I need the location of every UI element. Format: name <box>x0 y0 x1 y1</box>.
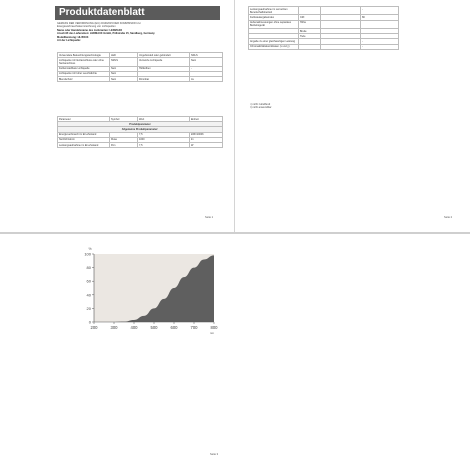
table-cell: Verwendete Beleuchtungstechnologie <box>58 53 110 58</box>
table-cell: Höhe <box>299 20 321 28</box>
table-cell: NMLS <box>110 58 138 66</box>
x-tick-label: 700 <box>190 325 198 330</box>
continued-parameter-table <box>248 6 399 50</box>
table-cell: Außenabmessungen ohne separates Betriebsgerät <box>249 20 299 28</box>
table-cell: Nein <box>190 58 223 66</box>
table-cell: - <box>361 39 399 44</box>
table-cell: kWh/1000h <box>190 132 223 137</box>
header-cell: Wert <box>138 117 190 122</box>
table-cell: Leistungsaufnahme im Ein-Zustand <box>58 143 110 148</box>
y-tick-label: 80 <box>86 265 91 271</box>
table-cell: - <box>361 44 399 49</box>
x-axis-label: nm <box>209 331 215 335</box>
y-axis-label: % <box>88 247 92 251</box>
page-number: Seite 2 <box>444 216 453 219</box>
table-cell: 1000 <box>138 137 190 142</box>
table-cell <box>321 44 361 49</box>
table-row <box>249 20 399 28</box>
table-cell: 7,5 <box>138 143 190 148</box>
y-tick-label: 60 <box>86 278 91 284</box>
table-cell <box>299 44 321 49</box>
type-label: Art der Lichtquelle: <box>57 39 81 43</box>
table-row <box>58 143 223 148</box>
table-cell: Angabe zu einer gleichwertigen Leistung <box>249 39 299 44</box>
model-value: HL35103 <box>77 35 89 39</box>
table-cell: Farbeinstellbare Lichtquelle <box>58 66 110 71</box>
table-row <box>58 58 223 66</box>
footnote: ¹) nicht zutreffend <box>250 103 271 106</box>
table-cell: Lichtquelle mit hoher Leuchtdichte <box>58 71 110 76</box>
header-cell: Parameter <box>58 117 110 122</box>
parameter-table <box>57 116 223 148</box>
header-line: Energieverbrauchskennzeichnung von Lichtquellen <box>57 25 116 29</box>
table-cell: Dimmbar <box>138 77 190 82</box>
x-tick-label: 400 <box>130 325 138 330</box>
table-cell: Tiefe <box>299 34 321 39</box>
table-cell: - <box>361 7 399 15</box>
table-cell: Nein <box>110 66 138 71</box>
table-cell: lm <box>190 137 223 142</box>
model-label: Modellkennung: <box>57 35 78 39</box>
table-cell: Farbwiedergabeindex <box>249 15 299 20</box>
table-cell <box>321 7 361 15</box>
table-cell: Blendschutz <box>58 77 110 82</box>
table-cell: Ungebündelt oder gebündelt <box>138 53 190 58</box>
x-tick-label: 600 <box>170 325 178 330</box>
datasheet-page-2 <box>236 0 470 232</box>
datasheet-page-3 <box>0 234 470 470</box>
x-tick-label: 500 <box>150 325 158 330</box>
page-number: Seite 3 <box>210 453 219 456</box>
x-tick-label: 200 <box>90 325 98 330</box>
spectrum-chart <box>0 234 470 470</box>
table-row <box>249 44 399 49</box>
table-cell: 7,5 <box>138 132 190 137</box>
page-divider <box>234 0 235 232</box>
page-number: Seite 1 <box>205 216 214 219</box>
table-cell: - <box>190 66 223 71</box>
footnotes <box>250 103 310 110</box>
header-cell: Einheit <box>190 117 223 122</box>
table-cell: Energieverbrauch im Ein-Zustand <box>58 132 110 137</box>
page-title: Produktdatenblatt <box>55 6 220 20</box>
table-cell: Nein <box>110 77 138 82</box>
table-cell: Hüllkolben <box>138 66 190 71</box>
light-source-table <box>57 52 223 82</box>
table-cell <box>321 20 361 28</box>
table-cell: Lichtquelle mit Netzanschluss oder ohne Netzanschluss <box>58 58 110 66</box>
header-line: Anschrift des Lieferanten: LEDMAXX GmbH, Pöllstraße 15, Sandberg, Germany <box>57 32 155 36</box>
section-title: Produktparameter <box>58 122 223 127</box>
header-line: Name oder Handelsname des Lieferanten: LEDMAXX <box>57 28 123 32</box>
table-cell: Nutzlichtstrom <box>58 137 110 142</box>
table-cell <box>299 7 321 15</box>
table-cell: 80 <box>361 15 399 20</box>
header-lines <box>57 22 222 42</box>
y-tick-label: 100 <box>84 251 91 257</box>
table-cell: W <box>190 143 223 148</box>
table-cell <box>361 20 399 28</box>
table-cell: Pon <box>110 143 138 148</box>
table-cell: Φuse <box>110 137 138 142</box>
x-tick-label: 800 <box>210 325 218 330</box>
table-cell: Breite <box>299 29 321 34</box>
table-row <box>58 77 223 82</box>
table-row <box>249 7 399 15</box>
table-cell: LED <box>110 53 138 58</box>
subsection-title: Allgemeine Produktparameter: <box>58 127 223 132</box>
table-cell: Nein <box>110 71 138 76</box>
header-cell: Symbol <box>110 117 138 122</box>
y-tick-label: 20 <box>86 305 91 311</box>
table-cell: Chromatizitätskoordinaten (x und y) <box>249 44 299 49</box>
y-tick-label: 40 <box>86 292 91 298</box>
table-cell: Vernetzte Lichtquelle <box>138 58 190 66</box>
header-line: GEMÄSS DER VERORDNUNG (EU) 2019/2015 DER KOMMISSION zur <box>57 22 141 25</box>
table-cell: Ja <box>190 77 223 82</box>
datasheet-page-1 <box>0 0 233 232</box>
table-cell: Leistungsaufnahme im vernetzten Bereitschaftsbetrieb <box>249 7 299 15</box>
x-tick-label: 300 <box>110 325 118 330</box>
table-cell: CRI <box>299 15 321 20</box>
y-tick-label: 0 <box>88 319 91 325</box>
footnote: ²) nicht anwendbar <box>250 106 272 110</box>
table-cell: NDLS <box>190 53 223 58</box>
